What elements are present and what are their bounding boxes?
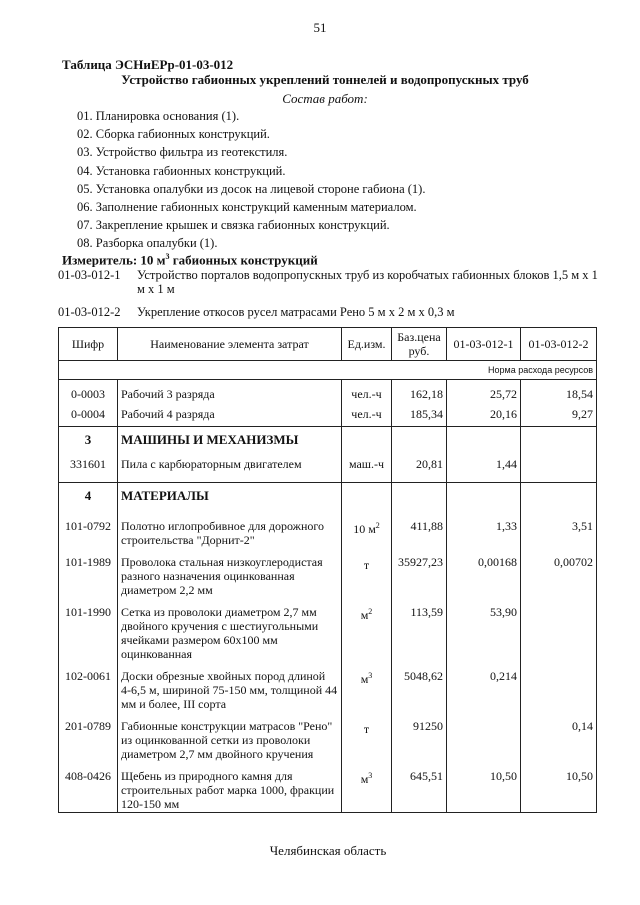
resource-code: 331601: [59, 456, 118, 476]
resource-price: 91250: [392, 718, 447, 762]
work-composition-heading: Состав работ:: [282, 91, 368, 106]
header-code: Шифр: [59, 328, 118, 361]
resource-value-1: 53,90: [447, 604, 521, 662]
section-row: [59, 427, 597, 457]
resource-unit: маш.-ч: [342, 456, 392, 476]
measure-rest: габионных конструкций: [169, 252, 318, 268]
definition-text: Укрепление откосов русел матрасами Рено 5 м х 2 м х 0,3 м: [137, 305, 455, 319]
resource-value-1: 10,50: [447, 768, 521, 813]
resource-unit: т: [342, 554, 392, 598]
section-number: 4: [59, 483, 118, 513]
resource-value-2: [521, 456, 597, 476]
resource-name: Доски обрезные хвойных пород длиной 4-6,5 м, шириной 75-150 мм, толщиной 44 мм и более, III сорта: [118, 668, 342, 712]
operation-item: 04. Установка габионных конструкций.: [77, 163, 286, 178]
section-number: 3: [59, 427, 118, 457]
resource-code: 0-0003: [59, 386, 118, 406]
resource-price: 645,51: [392, 768, 447, 813]
header-pos1: 01-03-012-1: [447, 328, 521, 361]
operation-item: 02. Сборка габионных конструкций.: [77, 127, 270, 142]
table-row: [59, 718, 597, 762]
table-row: [59, 668, 597, 712]
resource-value-2: [521, 604, 597, 662]
resource-code: 408-0426: [59, 768, 118, 813]
table-row: [59, 456, 597, 476]
resource-value-2: 10,50: [521, 768, 597, 813]
resource-unit: т: [342, 718, 392, 762]
resource-value-2: 3,51: [521, 518, 597, 548]
definition-code: 01-03-012-2: [58, 305, 121, 319]
header-price: Баз.цена руб.: [392, 328, 447, 361]
resource-value-1: 20,16: [447, 406, 521, 427]
norm-label: Норма расхода ресурсов: [59, 361, 597, 380]
resource-code: 201-0789: [59, 718, 118, 762]
resource-price: 5048,62: [392, 668, 447, 712]
resource-value-1: 1,44: [447, 456, 521, 476]
section-row: [59, 483, 597, 513]
resource-price: 35927,23: [392, 554, 447, 598]
resource-value-1: 1,33: [447, 518, 521, 548]
resource-price: 113,59: [392, 604, 447, 662]
resource-value-2: [521, 668, 597, 712]
section-title: МАТЕРИАЛЫ: [118, 483, 342, 513]
section-title: МАШИНЫ И МЕХАНИЗМЫ: [118, 427, 342, 457]
resource-value-2: 0,00702: [521, 554, 597, 598]
operation-item: 06. Заполнение габионных конструкций каменным материалом.: [77, 199, 417, 214]
norm-row: [59, 361, 597, 380]
resource-name: Габионные конструкции матрасов "Рено" из оцинкованной сетки из проволоки диаметром 2,7 мм двойного кручения: [118, 718, 342, 762]
resource-value-1: 0,214: [447, 668, 521, 712]
resource-name: Пила с карбюраторным двигателем: [118, 456, 342, 476]
table-row: [59, 518, 597, 548]
definition-row: [58, 268, 598, 296]
operation-item: 03. Устройство фильтра из геотекстиля.: [77, 145, 288, 160]
table-row: [59, 604, 597, 662]
table-row: [59, 406, 597, 427]
header-unit: Ед.изм.: [342, 328, 392, 361]
operation-item: 01. Планировка основания (1).: [77, 109, 240, 123]
operations-list: [77, 107, 425, 253]
resource-name: Проволока стальная низкоуглеродистая разного назначения оцинкованная диаметром 2,2 мм: [118, 554, 342, 598]
table-row: [59, 768, 597, 813]
definition-code: 01-03-012-1: [58, 268, 121, 282]
measure-label: Измеритель: 10 м: [62, 252, 166, 268]
resource-price: 185,34: [392, 406, 447, 427]
resource-unit: чел.-ч: [342, 406, 392, 427]
table-row: [59, 554, 597, 598]
resource-unit: $м^2$: [342, 604, 392, 662]
resource-price: 20,81: [392, 456, 447, 476]
table-header-row: [59, 328, 597, 361]
resource-unit: $м^3$: [342, 668, 392, 712]
resource-code: 101-1990: [59, 604, 118, 662]
table-heading: Устройство габионных укреплений тоннелей и водопропускных труб: [121, 72, 529, 87]
resource-name: Сетка из проволоки диаметром 2,7 мм двойного кручения с шестиугольными ячейками размером 60х100 мм оцинкованная: [118, 604, 342, 662]
resource-value-2: 9,27: [521, 406, 597, 427]
resource-value-1: 25,72: [447, 386, 521, 406]
operation-item: 08. Разборка опалубки (1).: [77, 236, 218, 251]
table-row: [59, 386, 597, 406]
resource-name: Щебень из природного камня для строительных работ марка 1000, фракции 120-150 мм: [118, 768, 342, 813]
header-name: Наименование элемента затрат: [118, 328, 342, 361]
page-footer: Челябинская область: [269, 843, 387, 858]
page-number: 51: [313, 20, 327, 35]
measure-unit: [62, 252, 318, 268]
position-definitions: [58, 268, 598, 328]
resource-code: 102-0061: [59, 668, 118, 712]
resource-unit: 10 $м^2$: [342, 518, 392, 548]
operation-item: 05. Установка опалубки из досок на лицевой стороне габиона (1).: [77, 181, 426, 196]
resource-code: 0-0004: [59, 406, 118, 427]
measure-sup: 3: [165, 252, 170, 261]
resource-name: Полотно иглопробивное для дорожного строительства "Дорнит-2": [118, 518, 342, 548]
resource-name: Рабочий 3 разряда: [118, 386, 342, 406]
resource-value-2: 18,54: [521, 386, 597, 406]
resource-value-1: [447, 718, 521, 762]
resource-value-2: 0,14: [521, 718, 597, 762]
resource-price: 411,88: [392, 518, 447, 548]
resource-name: Рабочий 4 разряда: [118, 406, 342, 427]
resource-price: 162,18: [392, 386, 447, 406]
definition-row: [58, 305, 598, 319]
resource-table: [58, 327, 597, 813]
table-code: Таблица ЭСНиЕРр-01-03-012: [62, 57, 234, 72]
definition-text: Устройство порталов водопропускных труб из коробчатых габионных блоков 1,5 м х 1 м х 1 м: [137, 268, 598, 296]
resource-code: 101-0792: [59, 518, 118, 548]
resource-code: 101-1989: [59, 554, 118, 598]
header-pos2: 01-03-012-2: [521, 328, 597, 361]
operation-item: 07. Закрепление крышек и связка габионных конструкций.: [77, 218, 390, 233]
resource-unit: $м^3$: [342, 768, 392, 813]
resource-unit: чел.-ч: [342, 386, 392, 406]
resource-value-1: 0,00168: [447, 554, 521, 598]
